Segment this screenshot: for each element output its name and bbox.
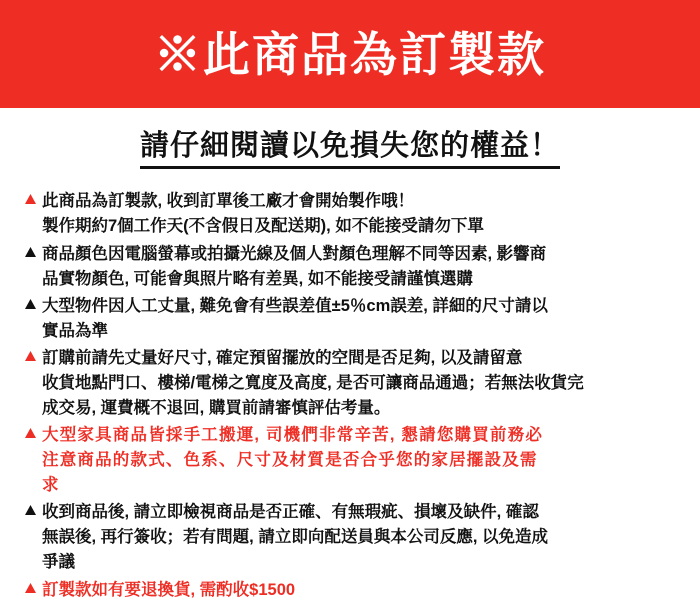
list-item-line: 收貨地點門口、樓梯/電梯之寬度及高度, 是否可讓商品通過；若無法收貨完: [42, 373, 584, 392]
triangle-bullet-icon: [24, 578, 40, 594]
list-item-line: 爭議: [42, 553, 75, 572]
list-item: [24, 578, 678, 603]
list-item-line: 大型家具商品皆採手工搬運, 司機們非常辛苦, 懇請您購買前務必: [42, 426, 544, 445]
list-item: [24, 346, 678, 421]
list-item-line: 品實物顏色, 可能會與照片略有差異, 如不能接受請謹慎選購: [42, 269, 473, 288]
notice-list: [0, 189, 700, 602]
triangle-bullet-icon: [24, 189, 40, 205]
list-item-line: 訂購前請先丈量好尺寸, 確定預留擺放的空間是否足夠, 以及請留意: [42, 348, 523, 367]
list-item-text: [42, 500, 678, 575]
subtitle-container: [0, 130, 700, 169]
triangle-bullet-icon: [24, 242, 40, 258]
list-item-line: 訂製款如有要退換貨, 需酌收$1500: [42, 580, 296, 599]
list-item-line: 製作期約7個工作天(不含假日及配送期), 如不能接受請勿下單: [42, 217, 484, 236]
list-item-text: [42, 423, 678, 498]
list-item-line: 求: [42, 476, 60, 495]
list-item-text: [42, 294, 678, 344]
list-item-line: 此商品為訂製款, 收到訂單後工廠才會開始製作哦！: [42, 192, 415, 211]
list-item-text: [42, 346, 678, 421]
triangle-bullet-icon: [24, 500, 40, 516]
list-item-text: [42, 189, 678, 239]
list-item-text: [42, 578, 678, 603]
list-item-line: 商品顏色因電腦螢幕或拍攝光線及個人對顏色理解不同等因素, 影響商: [42, 244, 547, 263]
banner-title: ※此商品為訂製款: [154, 27, 546, 81]
list-item: [24, 423, 678, 498]
list-item: [24, 189, 678, 239]
list-item: [24, 500, 678, 575]
list-item-line: 無誤後, 再行簽收；若有問題, 請立即向配送員與本公司反應, 以免造成: [42, 528, 549, 547]
triangle-bullet-icon: [24, 346, 40, 362]
list-item: [24, 242, 678, 292]
list-item-line: 收到商品後, 請立即檢視商品是否正確、有無瑕疵、損壞及缺件, 確認: [42, 503, 539, 522]
list-item-line: 實品為準: [42, 321, 108, 340]
triangle-bullet-icon: [24, 294, 40, 310]
triangle-bullet-icon: [24, 423, 40, 439]
list-item-line: 大型物件因人工丈量, 難免會有些誤差值±5％cm誤差, 詳細的尺寸請以: [42, 296, 548, 315]
list-item-line: 注意商品的款式、色系、尺寸及材質是否合乎您的家居擺設及需: [42, 451, 538, 470]
list-item-text: [42, 242, 678, 292]
list-item-line: 成交易, 運費概不退回, 購買前請審慎評估考量。: [42, 398, 391, 417]
page-subtitle: 請仔細閱讀以免損失您的權益！: [140, 130, 560, 169]
list-item: [24, 294, 678, 344]
banner: [0, 0, 700, 108]
